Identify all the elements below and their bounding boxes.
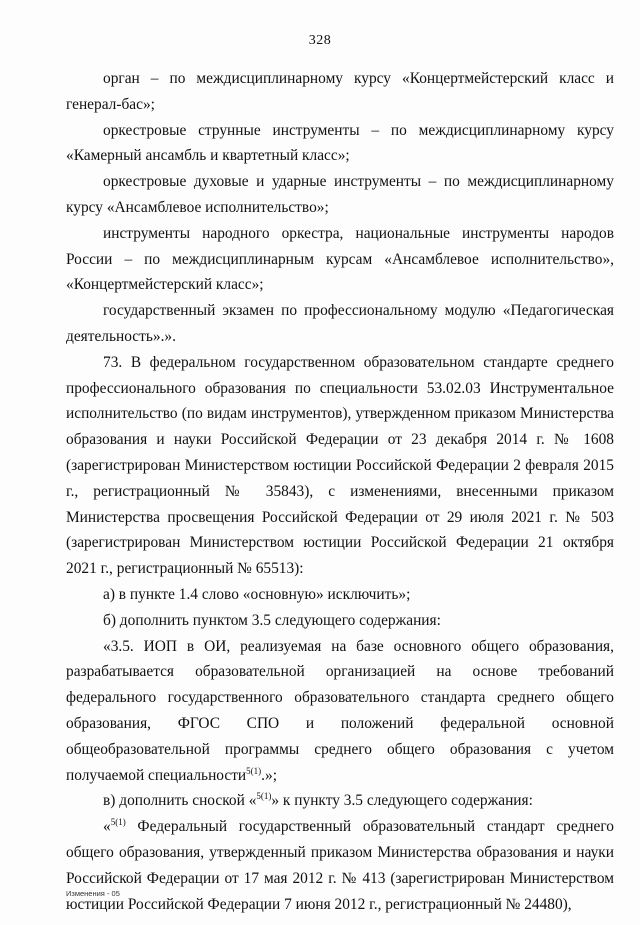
page-number: 328 xyxy=(308,33,332,48)
paragraph-v-post: » к пункту 3.5 следующего содержания: xyxy=(271,792,533,810)
paragraph-b: б) дополнить пунктом 3.5 следующего содержания: xyxy=(103,611,441,629)
paragraph-a: а) в пункте 1.4 слово «основную» исключить»; xyxy=(103,585,411,603)
paragraph-v xyxy=(66,788,614,814)
paragraph-organ: орган – по междисциплинарному курсу «Концертмейстерский класс и генерал-бас»; xyxy=(66,70,614,113)
paragraph-v-pre: в) дополнить сноской « xyxy=(103,792,257,810)
footnote-ref: 5(1) xyxy=(246,765,262,776)
footer-label: Изменения - 05 xyxy=(66,889,120,898)
footnote-ref: 5(1) xyxy=(110,817,126,828)
paragraph-exam: государственный экзамен по профессиональному модулю «Педагогическая деятельность».». xyxy=(66,302,614,345)
paragraph-3-5 xyxy=(66,634,614,789)
paragraph-footnote-body: Федеральный государственный образовательный стандарт среднего общего образования, утвержденный приказом Министерства образования и науки Российской Федерации от 17 мая 2012 г. № 413 (зарегистрирован Министерством юстиции Российской Федерации 7 июня 2012 г., регистрационный № 24480), xyxy=(66,818,614,913)
paragraph-strings: оркестровые струнные инструменты – по междисциплинарному курсу «Камерный ансамбль и квартетный класс»; xyxy=(66,121,614,165)
paragraph-footnote-text xyxy=(66,814,614,917)
footnote-ref: 5(1) xyxy=(256,791,272,802)
paragraph-73: 73. В федеральном государственном образовательном стандарте среднего профессионального образования по специальности 53.02.03 Инструментальное исполнительство (по видам инструментов), утвержденном приказом Министерства образования и науки Российской Федерации от 23 декабря 2014 г. № 1608 (зарегистрирован Министерством юстиции Российской Федерации 2 февраля 2015 г., регистрационный № 35843), с изменениями, внесенными приказом Министерства просвещения Российской Федерации от 29 июля 2021 г. № 503 (зарегистрирован Министерством юстиции Российской Федерации 21 октября 2021 г., регистрационный № 65513): xyxy=(66,353,614,578)
paragraph-folk: инструменты народного оркестра, национальные инструменты народов России – по междисциплинарным курсам «Ансамблевое исполнительство», «Концертмейстерский класс»; xyxy=(66,224,614,294)
document-body xyxy=(66,66,614,917)
paragraph-3-5-text: «3.5. ИОП в ОИ, реализуемая на базе основного общего образования, разрабатывается образовательной организацией на основе требований федерального государственного образовательного стандарта среднего общего образования, ФГОС СПО и положений федеральной основной общеобразовательной программы среднего общего образования с учетом получаемой специальности xyxy=(66,637,614,784)
paragraph-winds: оркестровые духовые и ударные инструменты – по междисциплинарному курсу «Ансамблевое исполнительство»; xyxy=(66,173,614,216)
paragraph-3-5-tail: .»; xyxy=(261,766,277,784)
paragraph-footnote-pre: « xyxy=(103,818,111,836)
